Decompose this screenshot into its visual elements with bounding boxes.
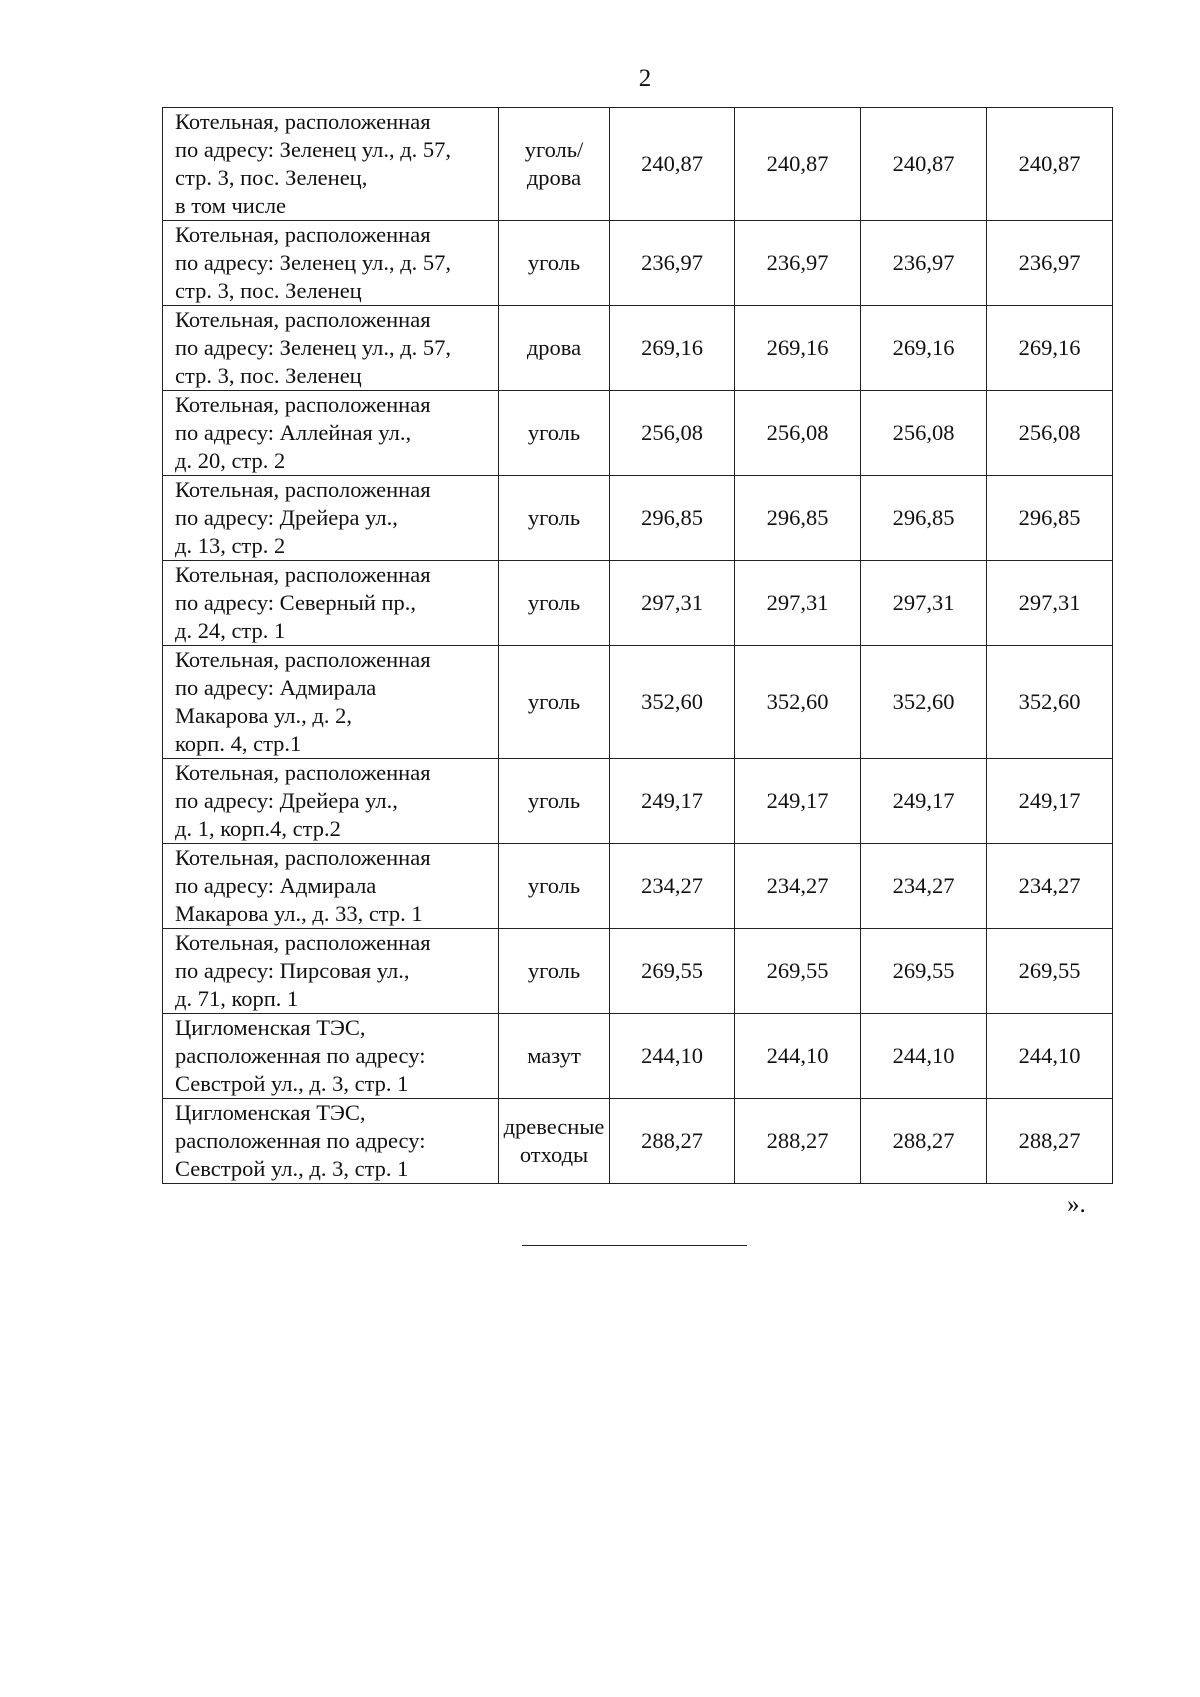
- fuel-type-cell: [499, 1099, 610, 1184]
- closing-quote: ».: [1067, 1191, 1086, 1218]
- fuel-type: уголь: [527, 689, 581, 714]
- fuel-type-cell: [499, 561, 610, 646]
- table-row: [163, 759, 1113, 844]
- facility-name: Цигломенская ТЭС, расположенная по адресу: Севстрой ул., д. 3, стр. 1: [175, 1015, 426, 1096]
- fuel-type: уголь/ дрова: [524, 137, 584, 190]
- table-row: [163, 561, 1113, 646]
- facility-name-cell: [163, 1099, 499, 1184]
- tariff-value-3: 236,97: [861, 221, 987, 306]
- tariff-value-2: 269,16: [735, 306, 861, 391]
- facility-name-cell: [163, 108, 499, 221]
- tariff-value-4: 297,31: [987, 561, 1113, 646]
- tariff-value-3: 269,16: [861, 306, 987, 391]
- tariff-value-1: 297,31: [610, 561, 735, 646]
- tariff-value-2: 244,10: [735, 1014, 861, 1099]
- fuel-type: уголь: [527, 590, 581, 615]
- facility-name-cell: [163, 929, 499, 1014]
- tariff-value-4: 288,27: [987, 1099, 1113, 1184]
- fuel-type: мазут: [527, 1043, 581, 1068]
- tariff-value-4: 352,60: [987, 646, 1113, 759]
- fuel-type: дрова: [526, 335, 582, 360]
- tariff-value-4: 240,87: [987, 108, 1113, 221]
- tariff-value-1: 269,55: [610, 929, 735, 1014]
- tariff-value-4: 256,08: [987, 391, 1113, 476]
- tariff-value-1: 288,27: [610, 1099, 735, 1184]
- tariff-value-2: 256,08: [735, 391, 861, 476]
- tariff-value-2: 249,17: [735, 759, 861, 844]
- table-row: [163, 108, 1113, 221]
- facility-name: Котельная, расположенная по адресу: Дрейера ул., д. 1, корп.4, стр.2: [175, 760, 431, 841]
- page-number: 2: [638, 65, 652, 92]
- fuel-type-cell: [499, 391, 610, 476]
- tariff-value-2: 288,27: [735, 1099, 861, 1184]
- facility-name: Котельная, расположенная по адресу: Зеленец ул., д. 57, стр. 3, пос. Зеленец: [175, 307, 452, 388]
- facility-name: Котельная, расположенная по адресу: Аллейная ул., д. 20, стр. 2: [175, 392, 431, 473]
- tariff-value-3: 297,31: [861, 561, 987, 646]
- tariff-value-2: 234,27: [735, 844, 861, 929]
- fuel-type: уголь: [527, 958, 581, 983]
- fuel-type-cell: [499, 759, 610, 844]
- tariff-value-1: 256,08: [610, 391, 735, 476]
- tariff-value-1: 352,60: [610, 646, 735, 759]
- facility-name-cell: [163, 844, 499, 929]
- fuel-type: уголь: [527, 788, 581, 813]
- table-row: [163, 476, 1113, 561]
- facility-name-cell: [163, 561, 499, 646]
- tariff-value-2: 236,97: [735, 221, 861, 306]
- tariff-value-1: 240,87: [610, 108, 735, 221]
- table-row: [163, 306, 1113, 391]
- tariff-value-1: 234,27: [610, 844, 735, 929]
- tariff-value-2: 240,87: [735, 108, 861, 221]
- tariff-value-3: 296,85: [861, 476, 987, 561]
- tariff-value-3: 234,27: [861, 844, 987, 929]
- tariff-value-3: 288,27: [861, 1099, 987, 1184]
- fuel-type-cell: [499, 306, 610, 391]
- facility-name-cell: [163, 306, 499, 391]
- tariff-value-4: 234,27: [987, 844, 1113, 929]
- table-row: [163, 391, 1113, 476]
- table-row: [163, 1099, 1113, 1184]
- tariff-value-4: 244,10: [987, 1014, 1113, 1099]
- facility-name: Котельная, расположенная по адресу: Северный пр., д. 24, стр. 1: [175, 562, 431, 643]
- tariff-value-1: 236,97: [610, 221, 735, 306]
- facility-name-cell: [163, 759, 499, 844]
- tariff-value-1: 244,10: [610, 1014, 735, 1099]
- fuel-type-cell: [499, 108, 610, 221]
- fuel-type: уголь: [527, 250, 581, 275]
- facility-name-cell: [163, 476, 499, 561]
- tariff-table: [162, 107, 1113, 1184]
- fuel-type-cell: [499, 844, 610, 929]
- tariff-value-1: 249,17: [610, 759, 735, 844]
- end-divider: [522, 1245, 747, 1246]
- fuel-type: уголь: [527, 873, 581, 898]
- tariff-value-3: 352,60: [861, 646, 987, 759]
- facility-name: Котельная, расположенная по адресу: Адмирала Макарова ул., д. 33, стр. 1: [175, 845, 431, 926]
- table-row: [163, 1014, 1113, 1099]
- fuel-type: уголь: [527, 505, 581, 530]
- fuel-type-cell: [499, 476, 610, 561]
- facility-name: Цигломенская ТЭС, расположенная по адресу: Севстрой ул., д. 3, стр. 1: [175, 1100, 426, 1181]
- fuel-type-cell: [499, 221, 610, 306]
- tariff-value-3: 249,17: [861, 759, 987, 844]
- tariff-value-4: 249,17: [987, 759, 1113, 844]
- facility-name: Котельная, расположенная по адресу: Зеленец ул., д. 57, стр. 3, пос. Зеленец, в том числе: [175, 109, 452, 218]
- tariff-value-2: 352,60: [735, 646, 861, 759]
- tariff-value-1: 296,85: [610, 476, 735, 561]
- table-row: [163, 844, 1113, 929]
- fuel-type-cell: [499, 1014, 610, 1099]
- tariff-value-4: 236,97: [987, 221, 1113, 306]
- tariff-value-2: 269,55: [735, 929, 861, 1014]
- facility-name-cell: [163, 1014, 499, 1099]
- table-row: [163, 646, 1113, 759]
- tariff-value-4: 296,85: [987, 476, 1113, 561]
- facility-name: Котельная, расположенная по адресу: Пирсовая ул., д. 71, корп. 1: [175, 930, 431, 1011]
- tariff-value-2: 297,31: [735, 561, 861, 646]
- tariff-value-3: 269,55: [861, 929, 987, 1014]
- facility-name: Котельная, расположенная по адресу: Зеленец ул., д. 57, стр. 3, пос. Зеленец: [175, 222, 452, 303]
- tariff-value-2: 296,85: [735, 476, 861, 561]
- fuel-type: древесные отходы: [503, 1114, 605, 1167]
- table-row: [163, 221, 1113, 306]
- facility-name: Котельная, расположенная по адресу: Дрейера ул., д. 13, стр. 2: [175, 477, 431, 558]
- tariff-value-4: 269,55: [987, 929, 1113, 1014]
- tariff-value-3: 244,10: [861, 1014, 987, 1099]
- tariff-value-3: 240,87: [861, 108, 987, 221]
- facility-name-cell: [163, 221, 499, 306]
- fuel-type-cell: [499, 646, 610, 759]
- tariff-value-4: 269,16: [987, 306, 1113, 391]
- fuel-type: уголь: [527, 420, 581, 445]
- facility-name-cell: [163, 391, 499, 476]
- facility-name: Котельная, расположенная по адресу: Адмирала Макарова ул., д. 2, корп. 4, стр.1: [175, 647, 431, 756]
- facility-name-cell: [163, 646, 499, 759]
- tariff-value-1: 269,16: [610, 306, 735, 391]
- fuel-type-cell: [499, 929, 610, 1014]
- tariff-value-3: 256,08: [861, 391, 987, 476]
- table-row: [163, 929, 1113, 1014]
